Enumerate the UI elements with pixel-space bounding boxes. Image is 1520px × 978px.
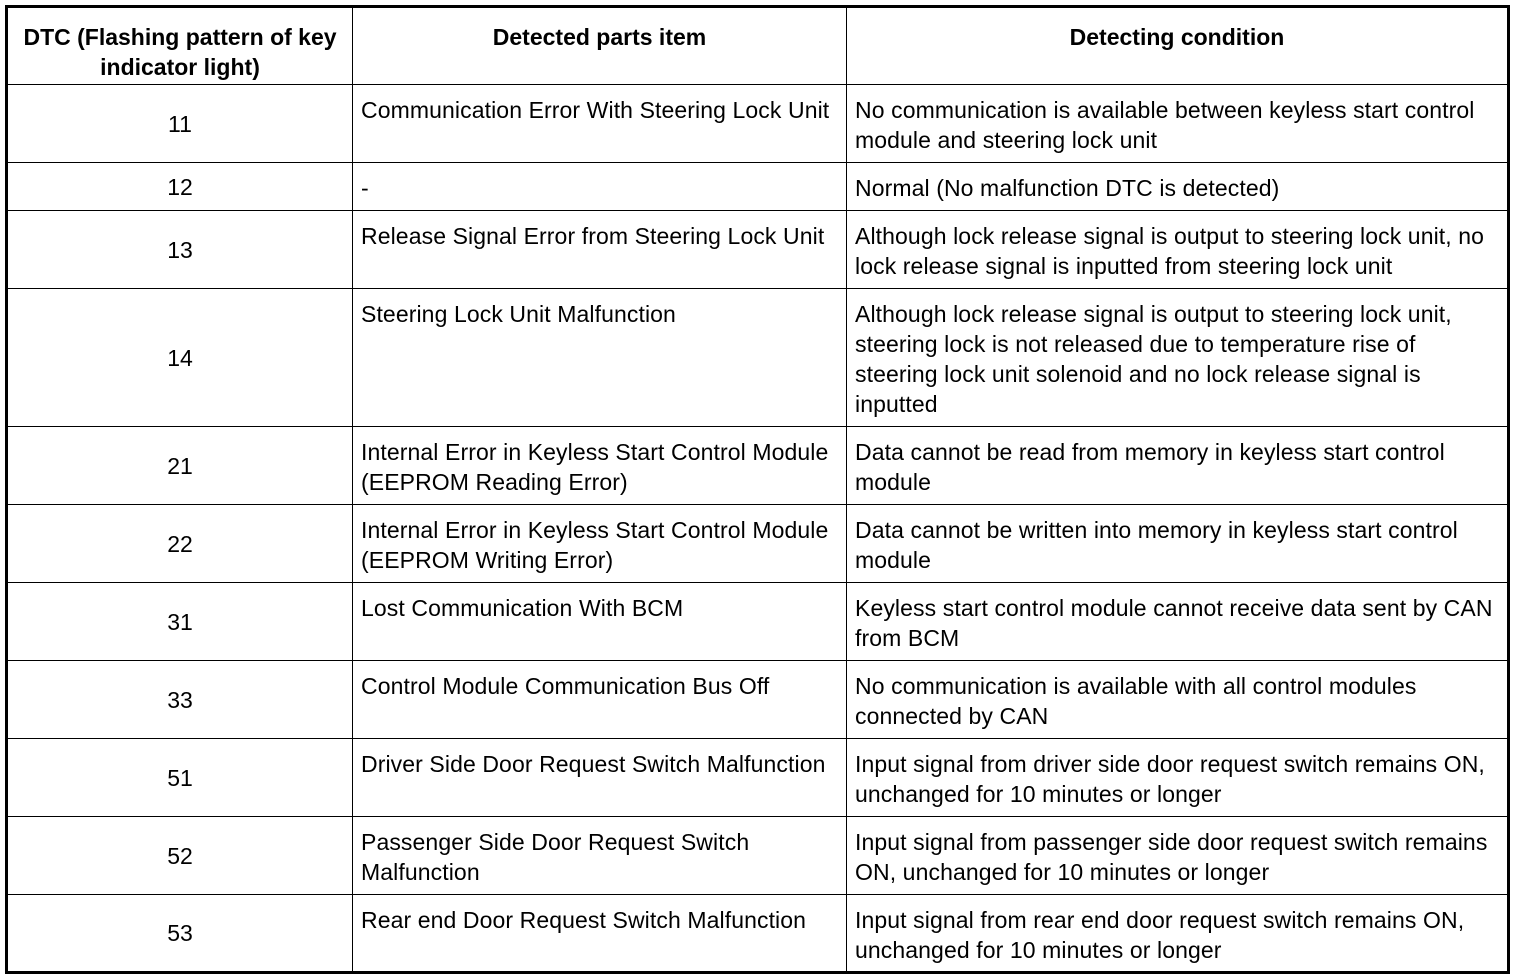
detecting-condition-cell: Normal (No malfunction DTC is detected) <box>847 163 1509 211</box>
detected-part-cell: - <box>353 163 847 211</box>
dtc-code-cell: 12 <box>7 163 353 211</box>
dtc-code-cell: 33 <box>7 661 353 739</box>
detecting-condition-cell: Keyless start control module cannot receive data sent by CAN from BCM <box>847 583 1509 661</box>
header-row <box>7 7 1509 85</box>
detected-part-cell: Lost Communication With BCM <box>353 583 847 661</box>
table-row <box>7 427 1509 505</box>
dtc-table <box>5 5 1510 974</box>
header-detecting-condition: Detecting condition <box>847 7 1509 85</box>
dtc-code-cell: 51 <box>7 739 353 817</box>
detected-part-cell: Communication Error With Steering Lock Unit <box>353 85 847 163</box>
detected-part-cell: Control Module Communication Bus Off <box>353 661 847 739</box>
dtc-code-cell: 52 <box>7 817 353 895</box>
table-row <box>7 583 1509 661</box>
detected-part-cell: Rear end Door Request Switch Malfunction <box>353 895 847 973</box>
table-row <box>7 163 1509 211</box>
dtc-code-cell: 11 <box>7 85 353 163</box>
detecting-condition-cell: Input signal from driver side door request switch remains ON, unchanged for 10 minutes or longer <box>847 739 1509 817</box>
detecting-condition-cell: Data cannot be written into memory in keyless start control module <box>847 505 1509 583</box>
detecting-condition-cell: Data cannot be read from memory in keyless start control module <box>847 427 1509 505</box>
header-detected-parts-item: Detected parts item <box>353 7 847 85</box>
dtc-code-cell: 14 <box>7 289 353 427</box>
table-row <box>7 289 1509 427</box>
dtc-code-cell: 31 <box>7 583 353 661</box>
detected-part-cell: Passenger Side Door Request Switch Malfunction <box>353 817 847 895</box>
detected-part-cell: Driver Side Door Request Switch Malfunction <box>353 739 847 817</box>
dtc-code-cell: 21 <box>7 427 353 505</box>
dtc-code-cell: 53 <box>7 895 353 973</box>
table-row <box>7 211 1509 289</box>
table-row <box>7 661 1509 739</box>
detecting-condition-cell: No communication is available between keyless start control module and steering lock unit <box>847 85 1509 163</box>
detected-part-cell: Release Signal Error from Steering Lock Unit <box>353 211 847 289</box>
detecting-condition-cell: No communication is available with all control modules connected by CAN <box>847 661 1509 739</box>
detected-part-cell: Internal Error in Keyless Start Control Module (EEPROM Reading Error) <box>353 427 847 505</box>
detecting-condition-cell: Although lock release signal is output to steering lock unit, steering lock is not released due to temperature rise of steering lock unit solenoid and no lock release signal is inputted <box>847 289 1509 427</box>
detecting-condition-cell: Input signal from rear end door request switch remains ON, unchanged for 10 minutes or longer <box>847 895 1509 973</box>
table-row <box>7 85 1509 163</box>
detected-part-cell: Internal Error in Keyless Start Control Module (EEPROM Writing Error) <box>353 505 847 583</box>
table-row <box>7 817 1509 895</box>
table-row <box>7 739 1509 817</box>
dtc-code-cell: 13 <box>7 211 353 289</box>
detected-part-cell: Steering Lock Unit Malfunction <box>353 289 847 427</box>
header-dtc-code: DTC (Flashing pattern of key indicator light) <box>7 7 353 85</box>
detecting-condition-cell: Input signal from passenger side door request switch remains ON, unchanged for 10 minutes or longer <box>847 817 1509 895</box>
dtc-code-cell: 22 <box>7 505 353 583</box>
detecting-condition-cell: Although lock release signal is output to steering lock unit, no lock release signal is inputted from steering lock unit <box>847 211 1509 289</box>
table-row <box>7 505 1509 583</box>
table-row <box>7 895 1509 973</box>
